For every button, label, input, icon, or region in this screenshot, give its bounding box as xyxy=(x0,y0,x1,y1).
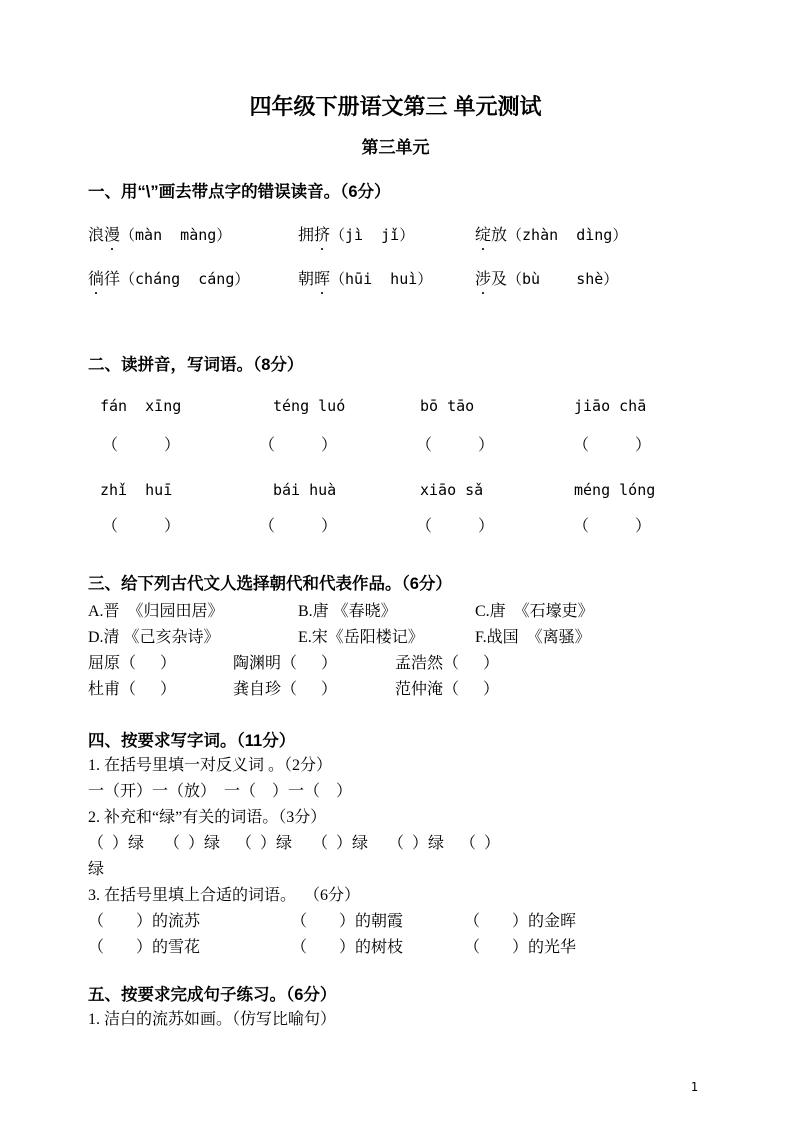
close-paren: ） xyxy=(163,437,180,454)
fill-blank-phrase: （ ）的光华 xyxy=(464,939,577,956)
subitem-1-label: 1. 在括号里填一对反义词 。（2分） xyxy=(88,757,333,774)
section-1-word-row-1 xyxy=(88,222,703,249)
close-paren: ） xyxy=(634,518,651,535)
dotted-character: 挤 xyxy=(314,227,331,244)
options-row-2 xyxy=(88,625,703,651)
answer-blank-pair xyxy=(102,433,180,459)
dotted-character: 绽 xyxy=(475,227,492,244)
pinyin-word: téng luó xyxy=(273,397,346,415)
pinyin-word: bái huà xyxy=(273,481,337,499)
section-2-heading: 二、读拼音，写词语。（8分） xyxy=(88,356,304,374)
pinyin-word: xiāo sǎ xyxy=(420,481,484,499)
close-paren: ） xyxy=(320,518,337,535)
fill-blank-phrase: （ ）的树枝 xyxy=(291,939,404,956)
phonetics-item xyxy=(298,222,475,249)
pinyin-row-2 xyxy=(88,477,703,503)
dotted-character: 徜 xyxy=(88,271,105,288)
pinyin-word: bō tāo xyxy=(420,397,475,415)
word-part: 及 xyxy=(491,271,508,288)
option-item: D.清 《己亥杂诗》 xyxy=(88,629,220,646)
dotted-character: 涉 xyxy=(475,271,492,288)
phonetics-item xyxy=(475,266,703,293)
document-title: 四年级下册语文第三 单元测试 xyxy=(249,94,542,119)
fill-blank-row-1 xyxy=(88,909,703,935)
pinyin-choices: （cháng cáng） xyxy=(120,270,250,288)
pinyin-word: jiāo chā xyxy=(574,397,647,415)
open-paren: （ xyxy=(573,518,590,535)
word-part: 浪 xyxy=(88,227,105,244)
answer-blank-pair xyxy=(573,433,651,459)
fill-blank-phrase: （ ）的雪花 xyxy=(88,939,201,956)
document-subtitle: 第三单元 xyxy=(361,138,430,157)
green-words-wrap-char: 绿 xyxy=(88,861,105,878)
green-words-fill-line: （ ）绿 （ ）绿 （ ）绿 （ ）绿 （ ）绿 （ ） xyxy=(88,835,501,852)
word-part: 拥 xyxy=(298,227,315,244)
fill-blank-phrase: （ ）的朝霞 xyxy=(291,913,404,930)
pinyin-word: fán xīng xyxy=(100,397,182,415)
open-paren: （ xyxy=(259,518,276,535)
answer-blank-pair xyxy=(259,433,337,459)
option-item: F.战国 《离骚》 xyxy=(475,629,591,646)
subitem-3-label: 3. 在括号里填上合适的词语。 （6分） xyxy=(88,887,361,904)
open-paren: （ xyxy=(102,518,119,535)
pinyin-choices: （bù shè） xyxy=(507,270,619,288)
fill-blank-row-2 xyxy=(88,935,703,961)
sentence-exercise-item: 1. 洁白的流苏如画。（仿写比喻句） xyxy=(88,1011,337,1028)
author-blank: 孟浩然（ ） xyxy=(395,655,500,672)
phonetics-item xyxy=(88,222,298,249)
option-item: C.唐 《石壕吏》 xyxy=(475,603,594,620)
antonym-fill-line: 一（开）一（放） 一（ ）一（ ） xyxy=(88,783,353,800)
answer-blank-pair xyxy=(259,514,337,540)
dotted-character: 晖 xyxy=(314,271,331,288)
open-paren: （ xyxy=(416,437,433,454)
word-part: 朝 xyxy=(298,271,315,288)
author-blank: 龚自珍（ ） xyxy=(233,681,338,698)
open-paren: （ xyxy=(416,518,433,535)
page-number: 1 xyxy=(690,1080,698,1094)
section-3-heading: 三、给下列古代文人选择朝代和代表作品。（6分） xyxy=(88,575,452,593)
section-4-heading: 四、按要求写字词。（11分） xyxy=(88,732,296,750)
close-paren: ） xyxy=(163,518,180,535)
answer-blank-pair xyxy=(102,514,180,540)
phonetics-item xyxy=(298,266,475,293)
dotted-character: 漫 xyxy=(104,227,121,244)
author-blank-row-1 xyxy=(88,651,703,677)
option-item: B.唐 《春晓》 xyxy=(298,603,397,620)
answer-blank-row-1 xyxy=(88,433,703,459)
fill-blank-phrase: （ ）的金晖 xyxy=(464,913,577,930)
section-1-heading: 一、用“\”画去带点字的错误读音。（6分） xyxy=(88,183,391,201)
answer-blank-pair xyxy=(416,514,494,540)
close-paren: ） xyxy=(320,437,337,454)
pinyin-choices: （zhàn dìng） xyxy=(507,226,628,244)
option-item: A.晋 《归园田居》 xyxy=(88,603,224,620)
author-blank: 范仲淹（ ） xyxy=(395,681,500,698)
author-blank-row-2 xyxy=(88,677,703,703)
close-paren: ） xyxy=(477,437,494,454)
fill-blank-phrase: （ ）的流苏 xyxy=(88,913,201,930)
open-paren: （ xyxy=(573,437,590,454)
pinyin-choices: （màn màng） xyxy=(120,226,232,244)
author-blank: 陶渊明（ ） xyxy=(233,655,338,672)
pinyin-word: zhǐ huī xyxy=(100,481,173,499)
word-part: 放 xyxy=(491,227,508,244)
options-row-1 xyxy=(88,599,703,625)
close-paren: ） xyxy=(634,437,651,454)
phonetics-item xyxy=(475,222,703,249)
open-paren: （ xyxy=(259,437,276,454)
section-5-heading: 五、按要求完成句子练习。（6分） xyxy=(88,986,337,1004)
close-paren: ） xyxy=(477,518,494,535)
pinyin-word: méng lóng xyxy=(574,481,656,499)
answer-blank-pair xyxy=(416,433,494,459)
pinyin-choices: （jì jǐ） xyxy=(330,226,415,244)
pinyin-choices: （hūi huì） xyxy=(330,270,433,288)
answer-blank-row-2 xyxy=(88,514,703,540)
phonetics-item xyxy=(88,266,298,293)
subitem-2-label: 2. 补充和“绿”有关的词语。（3分） xyxy=(88,809,327,826)
author-blank: 杜甫（ ） xyxy=(88,681,177,698)
pinyin-row-1 xyxy=(88,393,703,419)
open-paren: （ xyxy=(102,437,119,454)
answer-blank-pair xyxy=(573,514,651,540)
word-part: 徉 xyxy=(104,271,121,288)
option-item: E.宋《岳阳楼记》 xyxy=(298,629,424,646)
section-1-word-row-2 xyxy=(88,266,703,293)
author-blank: 屈原（ ） xyxy=(88,655,177,672)
